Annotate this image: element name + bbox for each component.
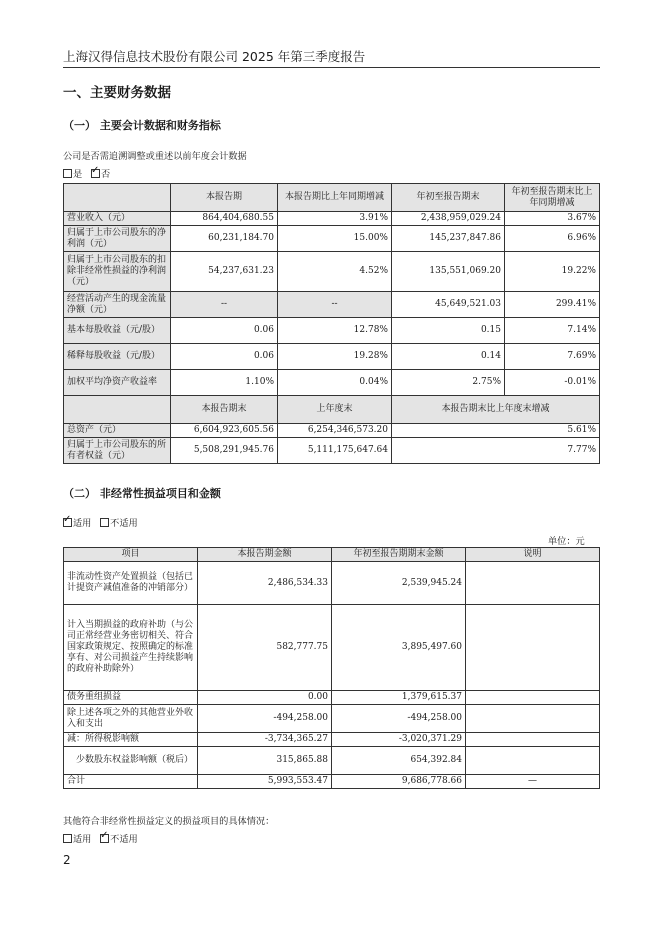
row-label: 归属于上市公司股东的所有者权益（元） (64, 438, 171, 464)
option-apply-label: 适用 (73, 518, 92, 529)
table-cell: 0.04% (278, 370, 392, 396)
row-label: 少数股东权益影响额（税后） (64, 747, 198, 775)
restatement-options (63, 166, 110, 180)
table-cell: 3.91% (278, 212, 392, 226)
table-cell: 582,777.75 (198, 605, 332, 691)
table-cell: 9,686,778.66 (332, 775, 466, 789)
column-header: 项目 (64, 548, 198, 562)
table-cell: 5,111,175,647.64 (278, 438, 392, 464)
column-header: 年初至报告期期末金额 (332, 548, 466, 562)
document-header-title: 上海汉得信息技术股份有限公司 2025 年第三季度报告 (63, 49, 366, 64)
table-cell (466, 691, 600, 705)
row-label: 减：所得税影响额 (64, 733, 198, 747)
unit-label: 单位：元 (548, 536, 585, 547)
table-cell: 0.00 (198, 691, 332, 705)
column-header: 本报告期比上年同期增减 (278, 184, 392, 212)
subsection-title-non-recurring: （二） 非经常性损益项目和金额 (63, 487, 221, 500)
row-label: 营业收入（元） (64, 212, 171, 226)
row-label: 加权平均净资产收益率 (64, 370, 171, 396)
table-cell: 12.78% (278, 318, 392, 344)
checkbox-checked-icon[interactable] (91, 169, 100, 178)
table-cell: 19.22% (505, 252, 600, 292)
table-cell: 145,237,847.86 (392, 226, 505, 252)
table-cell: 1,379,615.37 (332, 691, 466, 705)
table-cell: -0.01% (505, 370, 600, 396)
checkbox-unchecked-icon[interactable] (100, 518, 109, 527)
restatement-question: 公司是否需追溯调整或重述以前年度会计数据 (63, 151, 247, 162)
table-cell: 5.61% (392, 424, 600, 438)
table-cell: 6,604,923,605.56 (171, 424, 278, 438)
column-header: 本报告期 (171, 184, 278, 212)
column-header: 说明 (466, 548, 600, 562)
table-cell: 654,392.84 (332, 747, 466, 775)
table-cell: 2.75% (392, 370, 505, 396)
row-label: 基本每股收益（元/股） (64, 318, 171, 344)
checkbox-checked-icon[interactable] (63, 518, 72, 527)
key-financial-data-table (63, 183, 600, 464)
row-label: 稀释每股收益（元/股） (64, 344, 171, 370)
row-label: 经营活动产生的现金流量净额（元） (64, 292, 171, 318)
option-yes-label: 是 (73, 169, 83, 180)
row-label: 除上述各项之外的其他营业外收入和支出 (64, 705, 198, 733)
subsection-title-financial-indicators: （一） 主要会计数据和财务指标 (63, 119, 221, 132)
table-cell: 6,254,346,573.20 (278, 424, 392, 438)
table-cell: 4.52% (278, 252, 392, 292)
table-cell: 5,993,553.47 (198, 775, 332, 789)
table-cell: 2,539,945.24 (332, 562, 466, 605)
table-cell: — (466, 775, 600, 789)
other-items-options (63, 831, 138, 845)
table-cell: 864,404,680.55 (171, 212, 278, 226)
column-header: 年初至报告期末比上年同期增减 (505, 184, 600, 212)
table-cell: 1.10% (171, 370, 278, 396)
table-cell: 60,231,184.70 (171, 226, 278, 252)
page-number: 2 (63, 853, 71, 867)
table-cell: 299.41% (505, 292, 600, 318)
table-cell (466, 733, 600, 747)
table-cell: -3,734,365.27 (198, 733, 332, 747)
table-cell: 135,551,069.20 (392, 252, 505, 292)
row-label: 非流动性资产处置损益（包括已计提资产减值准备的冲销部分） (64, 562, 198, 605)
non-recurring-items-table (63, 547, 600, 789)
option-no-label: 否 (100, 169, 111, 180)
column-header: 本报告期末比上年度末增减 (392, 396, 600, 424)
checkbox-unchecked-icon[interactable] (63, 169, 72, 178)
table-cell: -- (171, 292, 278, 318)
table-cell: 5,508,291,945.76 (171, 438, 278, 464)
table-cell: 0.06 (171, 344, 278, 370)
table-cell: 19.28% (278, 344, 392, 370)
table-cell (466, 562, 600, 605)
table-cell: -- (278, 292, 392, 318)
non-recurring-options (63, 515, 138, 529)
other-items-note: 其他符合非经常性损益定义的损益项目的具体情况： (63, 816, 275, 827)
table-cell: 7.77% (392, 438, 600, 464)
table-cell: 2,486,534.33 (198, 562, 332, 605)
column-header: 本报告期金额 (198, 548, 332, 562)
row-label: 总资产（元） (64, 424, 171, 438)
row-label: 合计 (64, 775, 198, 789)
table-corner-cell (64, 396, 171, 424)
column-header: 本报告期末 (171, 396, 278, 424)
option-apply-label: 适用 (73, 834, 92, 845)
table-cell: 315,865.88 (198, 747, 332, 775)
row-label: 归属于上市公司股东的扣除非经常性损益的净利润（元） (64, 252, 171, 292)
table-cell: -494,258.00 (332, 705, 466, 733)
column-header: 上年度末 (278, 396, 392, 424)
table-cell: 0.06 (171, 318, 278, 344)
table-cell (466, 747, 600, 775)
table-cell: 0.14 (392, 344, 505, 370)
table-cell (466, 705, 600, 733)
option-na-label: 不适用 (110, 518, 138, 529)
checkbox-checked-icon[interactable] (100, 834, 109, 843)
table-corner-cell (64, 184, 171, 212)
table-cell: 3,895,497.60 (332, 605, 466, 691)
table-cell: 7.14% (505, 318, 600, 344)
table-cell: 54,237,631.23 (171, 252, 278, 292)
table-cell: 45,649,521.03 (392, 292, 505, 318)
section-title: 一、主要财务数据 (63, 85, 171, 101)
table-cell: 2,438,959,029.24 (392, 212, 505, 226)
row-label: 债务重组损益 (64, 691, 198, 705)
row-label: 计入当期损益的政府补助（与公司正常经营业务密切相关、符合国家政策规定、按照确定的标准享有、对公司损益产生持续影响的政府补助除外） (64, 605, 198, 691)
header-divider (63, 67, 600, 68)
table-cell: 6.96% (505, 226, 600, 252)
row-label: 归属于上市公司股东的净利润（元） (64, 226, 171, 252)
table-cell: 0.15 (392, 318, 505, 344)
column-header: 年初至报告期末 (392, 184, 505, 212)
table-cell: 7.69% (505, 344, 600, 370)
table-cell: 15.00% (278, 226, 392, 252)
table-cell: 3.67% (505, 212, 600, 226)
table-cell (466, 605, 600, 691)
option-na-label: 不适用 (110, 834, 138, 845)
table-cell: -494,258.00 (198, 705, 332, 733)
table-cell: -3,020,371.29 (332, 733, 466, 747)
checkbox-unchecked-icon[interactable] (63, 834, 72, 843)
